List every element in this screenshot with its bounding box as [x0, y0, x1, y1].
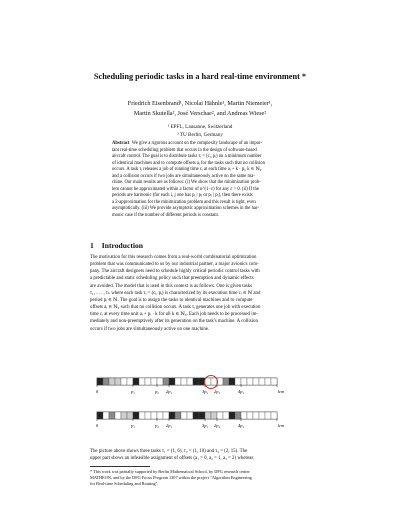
schedule-cell [211, 378, 217, 385]
schedule-cell [151, 378, 157, 385]
axis-label: lcm [277, 423, 285, 428]
schedule-cell [217, 412, 223, 419]
body-line: problem that was communicated to us by our industrial partner, a major avionics com- [90, 262, 259, 268]
figure-explanation [90, 448, 312, 462]
schedule-row-feasible [97, 412, 277, 419]
abstract-label: Abstract [112, 141, 130, 146]
body-line: The picture above shows three tasks τ₁ = (1, 6), τ₂ = (1, 10) and τ₃ = (2, 15). The [90, 449, 248, 454]
axis-label: 3p₁ [201, 389, 209, 394]
schedule-cell [109, 412, 115, 419]
axis-labels-top [96, 384, 285, 394]
schedule-cell [205, 412, 211, 419]
schedule-cell [163, 412, 169, 419]
schedule-cell [181, 378, 187, 385]
axis-label: 4p₁ [237, 389, 245, 394]
axis-label: p₁ [131, 389, 135, 394]
footnote-line: for Real-time Scheduling and Routing". [90, 481, 159, 487]
abstract [112, 141, 288, 220]
schedule-cell [211, 412, 217, 419]
schedule-cell [103, 378, 109, 385]
abstract-line: monic case if the number of different periods is constant. [112, 213, 219, 219]
schedule-cell [151, 412, 157, 419]
affiliations [0, 124, 400, 139]
axis-label: p₁ [131, 423, 135, 428]
body-line: are avoided. The model that is used in this context is as follows. One is given tasks [90, 283, 253, 289]
abstract-line: periods are harmonic (for each i, j one has pᵢ | pⱼ or pⱼ | pᵢ), then there exists [112, 193, 253, 199]
schedule-figure [97, 373, 302, 443]
schedule-cell [199, 412, 205, 419]
schedule-cell [109, 378, 115, 385]
schedule-cell [97, 412, 103, 419]
author-line: Friedrich Eisenbrand¹, Nicolai Hähnle¹, Martin Niemeier¹, [127, 100, 273, 107]
schedule-cell [97, 378, 103, 385]
axis-label: 0 [95, 389, 99, 394]
schedule-cell [127, 412, 133, 419]
schedule-cell [241, 378, 247, 385]
affiliation-line: ² TU Berlin, Germany [177, 131, 223, 138]
paper-title: Scheduling periodic tasks in a hard real-time environment * [93, 72, 307, 81]
abstract-line: aircraft control. The goal is to distribute tasks τᵢ = (cᵢ, pᵢ) on a minimum number [112, 154, 262, 160]
body-line: The motivation for this research comes from a real-world combinatorial optimization [90, 255, 257, 260]
schedule-cell [163, 378, 169, 385]
schedule-cell [103, 412, 109, 419]
section-title: Introduction [101, 241, 144, 250]
abstract-line: lem cannot be approximated within a factor of n^(1−ε) for any ε > 0. (ii) If the [112, 186, 259, 192]
footnote [90, 469, 312, 487]
schedule-cell [235, 378, 241, 385]
intro-paragraph [90, 254, 312, 333]
schedule-cell [133, 412, 139, 419]
schedule-cell [181, 412, 187, 419]
body-line: mediately and non-preemptively after its generation on the task's machine. A collision [90, 319, 258, 325]
body-line: period pᵢ ∈ ℕ. The goal is to assign the tasks to identical machines and to compute [90, 297, 253, 303]
schedule-cell [127, 378, 133, 385]
schedule-cell [145, 412, 151, 419]
schedule-cell [229, 412, 235, 419]
schedule-cell [187, 378, 193, 385]
schedule-cell [157, 378, 163, 385]
body-line: occurs if two jobs are simultaneously active on one machine. [90, 326, 210, 332]
axis-label: p₂ [155, 423, 159, 428]
footnote-rule [90, 466, 150, 467]
schedule-cell [121, 378, 127, 385]
schedule-cell [175, 378, 181, 385]
schedule-cell [139, 378, 145, 385]
schedule-cell [157, 412, 163, 419]
body-line: time cᵢ at every time unit aᵢ + pᵢ · k for all k ∈ ℕ₀. Each job needs to be processed im- [90, 312, 259, 318]
schedule-cell [271, 378, 277, 385]
schedule-cell [169, 412, 175, 419]
author-line: Martin Skutella², José Verschae², and Andreas Wiese² [133, 109, 267, 117]
schedule-row-infeasible [97, 378, 277, 385]
body-line: τ₁, . . . , τₙ where each task τᵢ = (cᵢ, pᵢ) is characterized by its execution time cᵢ ∈ ℕ and [90, 290, 261, 296]
schedule-cell [193, 378, 199, 385]
schedule-cell [253, 412, 259, 419]
schedule-cell [193, 412, 199, 419]
schedule-cell [265, 412, 271, 419]
section-number: 1 [90, 241, 94, 250]
abstract-line: Abstract We give a rigorous account on the complexity landscape of an impor- [112, 141, 263, 146]
axis-label: 4p₁ [237, 423, 245, 428]
abstract-line: a 2-approximation for the minimization problem and this result is tight, even [112, 199, 256, 205]
abstract-line: occurs. A task τᵢ releases a job of running time cᵢ at each time aᵢ + k · pᵢ, k ∈ ℕ₀ [112, 167, 262, 173]
axis-label: p₂ [155, 389, 159, 394]
footnote-line: MATHEON, and by the DFG Focus Program 1307 within the project "Algorithm Engineering [90, 475, 252, 481]
abstract-line: of identical machines and to compute offsets aᵢ for the tasks such that no collision [112, 160, 265, 166]
schedule-cell [115, 412, 121, 419]
schedule-cell [229, 378, 235, 385]
body-line: offsets aᵢ ∈ ℕ₀ such that no collision occurs. A task τᵢ generates one job with execution [90, 305, 261, 311]
schedule-cell [247, 412, 253, 419]
schedule-cell [235, 412, 241, 419]
body-line: upper part shows an infeasible assignment of offsets (a₁ = 0, a₂ = 1, a₃ = 2) whereas [90, 456, 254, 462]
schedule-cell [145, 378, 151, 385]
schedule-cell [271, 412, 277, 419]
axis-label: lcm [277, 389, 285, 394]
schedule-cell [133, 378, 139, 385]
schedule-cell [253, 378, 259, 385]
schedule-cell [259, 412, 265, 419]
body-line: pany. The aircraft designers need to schedule highly critical periodic control tasks with [90, 269, 260, 275]
abstract-line: asymptotically. (iii) We provide asymptotic approximation schemes in the har- [112, 206, 260, 212]
axis-label: 2p₁ [165, 423, 173, 428]
abstract-line: chine. Our main results are as follows: (i) We show that the minimization prob- [112, 180, 261, 186]
schedule-cell [247, 378, 253, 385]
schedule-cell [169, 378, 175, 385]
schedule-cell [259, 378, 265, 385]
schedule-cell [223, 378, 229, 385]
axis-label: 3p₁ [201, 423, 209, 428]
schedule-cell [187, 412, 193, 419]
schedule-cell [205, 378, 211, 385]
schedule-cell [223, 412, 229, 419]
schedule-cell [265, 378, 271, 385]
schedule-cell [175, 412, 181, 419]
abstract-line: tant real-time scheduling problem that occurs in the design of software-based [112, 147, 257, 153]
axis-labels-bottom [96, 418, 285, 428]
axis-label: 2p₂ [213, 389, 221, 394]
axis-label: 2p₁ [165, 389, 173, 394]
schedule-cell [241, 412, 247, 419]
footnote-line: * This work was partially supported by Berlin Mathematical School, by DFG research center [90, 469, 250, 474]
body-line: a predictable and static scheduling policy such that preemption and dynamic effects [90, 276, 254, 282]
section-heading [90, 241, 143, 250]
schedule-cell [115, 378, 121, 385]
affiliation-line: ¹ EPFL, Lausanne, Switzerland [167, 124, 233, 130]
author-list [0, 99, 400, 118]
axis-label: 0 [95, 423, 99, 428]
schedule-cell [139, 412, 145, 419]
schedule-cell [121, 412, 127, 419]
axis-label: 2p₂ [213, 423, 221, 428]
abstract-line: and a collision occurs if two jobs are simultaneously active on the same ma- [112, 173, 255, 179]
